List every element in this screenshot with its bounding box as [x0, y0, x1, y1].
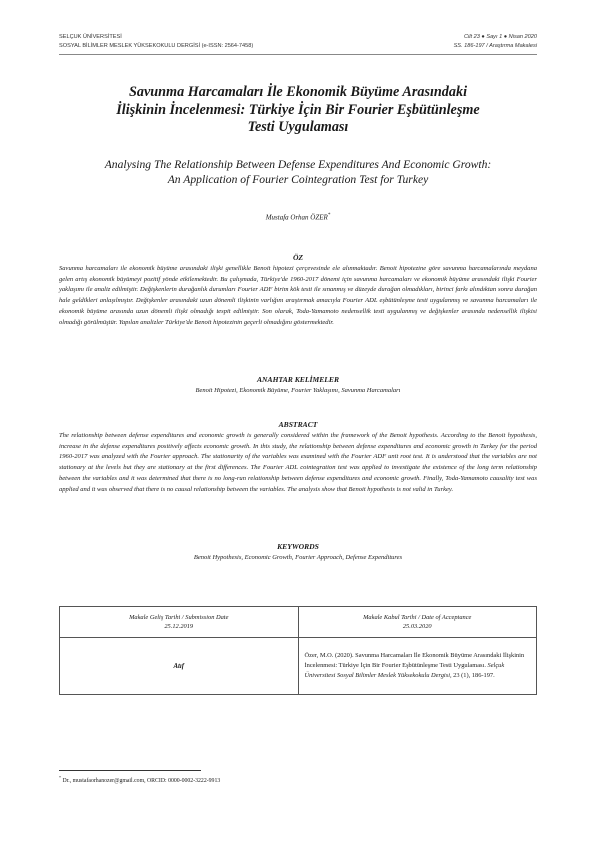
keywords-tr-heading: ANAHTAR KELİMELER — [256, 375, 340, 384]
title-english — [59, 157, 537, 187]
keywords-en-text: Benoit Hypothesis, Economic Growth, Fourier Approach, Defense Expenditures — [193, 554, 403, 561]
pages-type: SS. 186-197 / Araştırma Makalesi — [453, 43, 537, 49]
abstract-text: The relationship between defense expenditures and economic growth is generally considered within the framework of the Benoit hypothesis. According to the Benoit hypothesis, increase in the defense expenditures positively affects economic growth. In this study, the relationship between defense expenditures and economic growth in Turkey for the period 1960-2017 was analyzed with the Fourier approach. The stationarity of the variables was examined with the Fourier ADF unit root test. It is understood that the variables are not stationary at the levels but they are stationary at the first differences. The Fourier ADL cointegration test was applied to investigate the existence of the long term relationship between the variables and it was determined that there is no long-run relationship between defense expenditures and economic growth. Finally, Toda-Yamamoto causality test was applied and it was observed that there is no causal relationship between the variables. The analysis show that Benoit hypothesis is not valid in Turkey. — [59, 432, 537, 493]
title-turkish — [59, 84, 537, 137]
citation-main: Özer, M.O. (2020). Savunma Harcamaları İle Ekonomik Büyüme Arasındaki İlişkinin İncelenmesi: Türkiye İçin Bir Fourier Eşbütünleşme Testi Uygulaması. — [304, 652, 525, 669]
author-name: Mustafa Orhan ÖZER — [265, 213, 328, 222]
university-name: SELÇUK ÜNİVERSİTESİ — [59, 34, 122, 40]
submission-label: Makale Geliş Tarihi / Submission Date — [129, 614, 229, 621]
journal-name: SOSYAL BİLİMLER MESLEK YÜKSEKOKULU DERGİSİ (e-ISSN: 2564-7458) — [59, 43, 254, 49]
journal-header-left — [59, 33, 253, 51]
citation-cell — [298, 638, 537, 695]
submission-cell — [60, 607, 299, 638]
footnote-divider — [59, 770, 201, 771]
author-footnote-mark: * — [327, 213, 331, 218]
acceptance-date: 25.03.2020 — [402, 623, 432, 630]
citation-tail: , 23 (1), 186-197. — [449, 672, 495, 679]
title-tr-line2: İlişkinin İncelenmesi: Türkiye İçin Bir Fourier Eşbütünleşme — [116, 101, 480, 118]
citation-label: Atıf — [60, 638, 299, 695]
header-divider — [59, 54, 537, 55]
footnote-text: Dr., mustafaorhanozer@gmail.com, ORCID: 0000-0002-3222-9913 — [61, 777, 221, 784]
author — [59, 213, 537, 221]
keywords-tr-text: Benoit Hipotezi, Ekonomik Büyüme, Fourier Yaklaşımı, Savunma Harcamaları — [195, 387, 401, 394]
footnote-mark: * — [59, 775, 61, 780]
acceptance-label: Makale Kabul Tarihi / Date of Acceptance — [363, 614, 472, 621]
volume-issue: Cilt 23 ● Sayı 1 ● Nisan 2020 — [464, 34, 537, 40]
footnote — [59, 775, 220, 784]
title-en-line1: Analysing The Relationship Between Defense Expenditures And Economic Growth: — [104, 158, 492, 171]
oz-text: Savunma harcamaları ile ekonomik büyüme arasındaki ilişki genellikle Benoit hipotezi çerçevesinde ele alınmaktadır. Benoit hipotezine göre savunma harcamalarında meydana gelen artış ekonomik büyümeyi pozitif yönde etkilemektedir. Bu çalışmada, Türkiye'de 1960-2017 dönemi için savunma harcamaları ve ekonomik büyüme arasındaki ilişki Fourier yaklaşımı ile analiz edilmiştir. Değişkenlerin durağanlık durumları Fourier ADF birim kök testi ile sınanmış ve düzeyde durağan olmadıkları, birinci farkı alındıktan sonra durağan hale geldikleri anlaşılmıştır. Değişkenler arasındaki uzun dönemli ilişkinin varlığını araştırmak amacıyla Fourier ADL eşbütünleşme testi uygulanmış ve savunma harcamaları ile ekonomik büyüme arasında uzun dönemli ilişki olmadığı tespit edilmiştir. Son olarak, Toda-Yamamoto nedensellik testi uygulanmış ve değişkenler arasında nedensellik ilişkisi olmadığı görülmüştür. Yapılan analizler Türkiye'de Benoit hipotezinin geçerli olmadığını göstermektedir. — [59, 265, 537, 326]
journal-header-right — [454, 33, 537, 51]
oz-heading: ÖZ — [292, 253, 304, 262]
keywords-en-heading: KEYWORDS — [277, 542, 319, 551]
title-en-line2: An Application of Fourier Cointegration Test for Turkey — [167, 173, 429, 186]
acceptance-cell — [298, 607, 537, 638]
title-tr-line1: Savunma Harcamaları İle Ekonomik Büyüme Arasındaki — [128, 84, 468, 100]
title-tr-line3: Testi Uygulaması — [247, 119, 349, 135]
abstract-heading: ABSTRACT — [278, 420, 318, 429]
article-info-table — [59, 606, 537, 695]
submission-date: 25.12.2019 — [164, 623, 194, 630]
citation-journal: Selçuk Üniversitesi Sosyal Bilimler Meslek Yüksekokulu Dergisi — [304, 662, 505, 679]
